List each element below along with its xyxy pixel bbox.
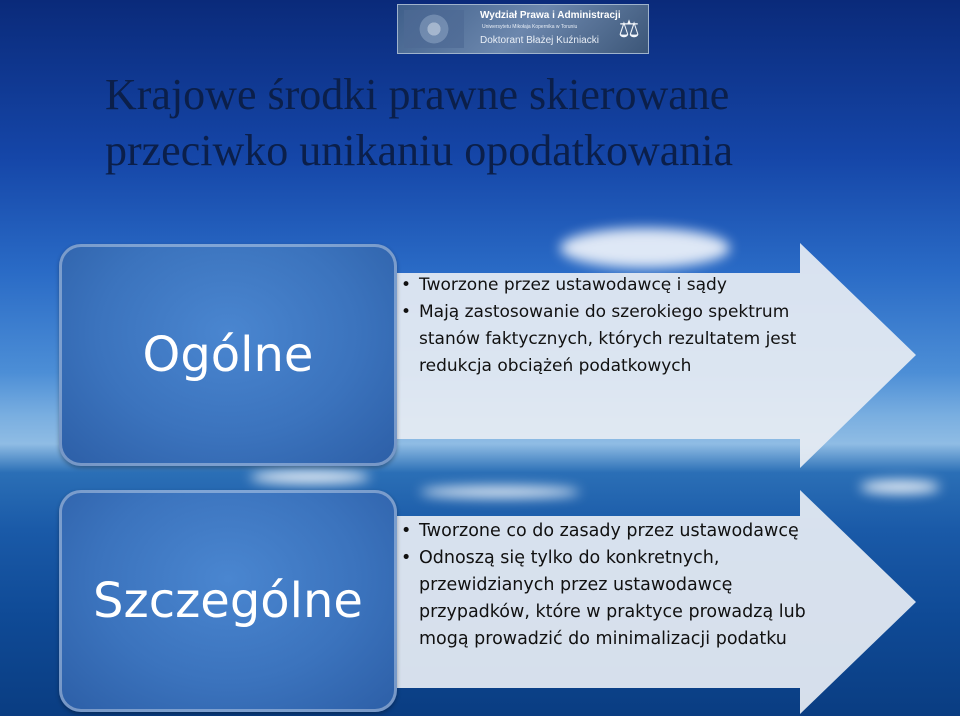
title-line-2: przeciwko unikaniu opodatkowania <box>105 126 734 175</box>
banner-faculty: Wydział Prawa i Administracji <box>480 10 621 21</box>
header-banner <box>397 4 649 54</box>
bullet-item: • Tworzone co do zasady przez ustawodawcę <box>397 518 837 545</box>
bullet-item: • Tworzone przez ustawodawcę i sądy <box>397 272 837 299</box>
tile-label: Ogólne <box>142 327 314 383</box>
bullet-list-szczegolne <box>397 518 837 653</box>
slide-title <box>105 67 865 179</box>
bullet-list-ogolne <box>397 272 837 380</box>
banner-author: Doktorant Błażej Kuźniacki <box>480 35 599 46</box>
bullet-item: • Mają zastosowanie do szerokiego spektrum stanów faktycznych, których rezultatem jest redukcja obciążeń podatkowych <box>397 299 837 380</box>
bullet-item: • Odnoszą się tylko do konkretnych, przewidzianych przez ustawodawcę przypadków, które w praktyce prowadzą lub mogą prowadzić do minimalizacji podatku <box>397 545 837 653</box>
university-logo-icon <box>404 10 464 48</box>
tile-ogolne <box>59 244 397 466</box>
cloud <box>250 470 370 484</box>
title-line-1: Krajowe środki prawne skierowane <box>105 70 730 119</box>
justice-crest-icon: ⚖ <box>618 16 640 43</box>
tile-label: Szczególne <box>93 573 363 629</box>
tile-szczegolne <box>59 490 397 712</box>
banner-subtitle: Uniwersytetu Mikołaja Kopernika w Toruniu <box>482 24 578 30</box>
